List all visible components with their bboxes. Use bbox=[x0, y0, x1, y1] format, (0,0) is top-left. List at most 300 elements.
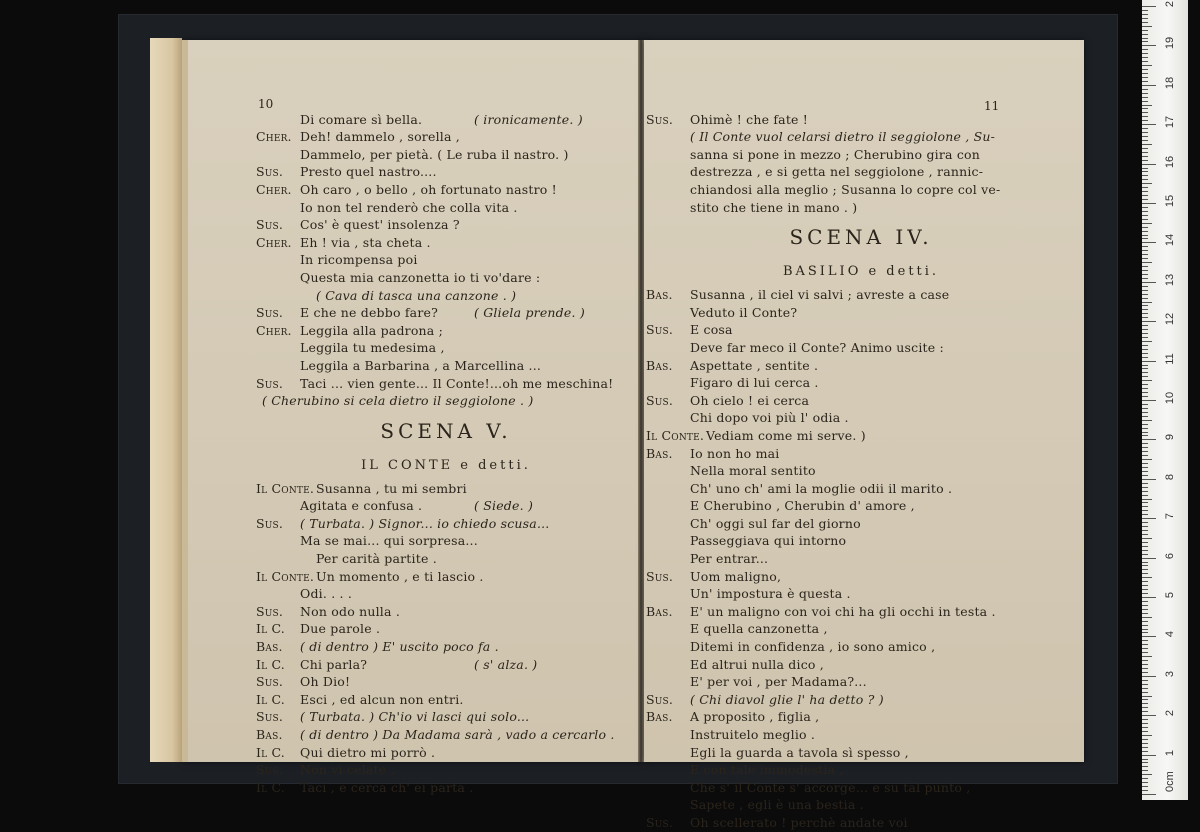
ruler-label: 6 bbox=[1164, 552, 1176, 559]
text-line bbox=[646, 445, 1076, 463]
ruler-tick bbox=[1142, 499, 1152, 500]
ruler-tick bbox=[1142, 18, 1148, 19]
ruler-tick bbox=[1142, 290, 1148, 291]
text-line bbox=[646, 427, 1076, 445]
line-text: Vediam come mi serve. ) bbox=[706, 427, 866, 443]
ruler-tick bbox=[1142, 309, 1148, 310]
ruler-tick bbox=[1142, 719, 1148, 720]
speaker-name: Il C. bbox=[256, 779, 285, 795]
ruler-tick bbox=[1142, 61, 1148, 62]
ruler-tick bbox=[1142, 723, 1148, 724]
ruler-tick bbox=[1142, 636, 1156, 637]
ruler-tick bbox=[1142, 101, 1148, 102]
ruler-tick bbox=[1142, 152, 1148, 153]
ruler-tick bbox=[1142, 562, 1148, 563]
ruler-tick bbox=[1142, 735, 1152, 736]
ruler-tick bbox=[1142, 715, 1156, 716]
ruler-label: 19 bbox=[1164, 37, 1176, 50]
ruler-tick bbox=[1142, 203, 1156, 204]
right-scene-title: SCENA IV. bbox=[789, 225, 933, 250]
text-line bbox=[646, 321, 1076, 339]
ruler-tick bbox=[1142, 361, 1156, 362]
ruler-tick bbox=[1142, 404, 1148, 405]
speaker-name: Bas. bbox=[256, 639, 283, 655]
text-line bbox=[256, 216, 636, 234]
text-line bbox=[256, 480, 636, 498]
ruler-tick bbox=[1142, 124, 1156, 125]
ruler-tick bbox=[1142, 408, 1148, 409]
speaker-name: Sus. bbox=[646, 568, 674, 584]
text-line bbox=[646, 726, 1076, 744]
right-page-text bbox=[646, 93, 1076, 832]
text-line bbox=[256, 497, 636, 515]
text-line bbox=[256, 779, 636, 797]
ruler-tick bbox=[1142, 223, 1152, 224]
ruler-tick bbox=[1142, 30, 1148, 31]
ruler-tick bbox=[1142, 656, 1152, 657]
speaker-name: Il C. bbox=[256, 621, 285, 637]
line-text: Io non tel renderò che colla vita . bbox=[300, 199, 518, 215]
ruler-tick bbox=[1142, 609, 1148, 610]
ruler-label: 5 bbox=[1164, 591, 1176, 599]
line-text: Leggila alla padrona ; bbox=[300, 322, 444, 338]
speaker-name: Il C. bbox=[256, 656, 285, 672]
text-line bbox=[256, 673, 636, 691]
speaker-name: Bas. bbox=[646, 357, 673, 373]
text-line bbox=[646, 656, 1076, 674]
line-text: Due parole . bbox=[300, 621, 381, 637]
speaker-name: Cher. bbox=[256, 234, 292, 250]
ruler-tick bbox=[1142, 483, 1148, 484]
ruler-tick bbox=[1142, 116, 1148, 117]
ruler-tick bbox=[1142, 227, 1148, 228]
ruler-tick bbox=[1142, 365, 1148, 366]
speaker-name: Il Conte. bbox=[256, 480, 315, 496]
ruler-tick bbox=[1142, 676, 1156, 677]
line-text: Chi dopo voi più l' odia . bbox=[690, 410, 849, 426]
text-line bbox=[646, 744, 1076, 762]
ruler-tick bbox=[1142, 707, 1148, 708]
ruler-tick bbox=[1142, 593, 1148, 594]
line-text: Un' impostura è questa . bbox=[690, 586, 851, 602]
speaker-name: Sus. bbox=[256, 603, 284, 619]
ruler-label: 7 bbox=[1164, 513, 1176, 520]
ruler-tick bbox=[1142, 664, 1148, 665]
ruler-label: 10 bbox=[1164, 391, 1176, 405]
ruler-tick bbox=[1142, 108, 1148, 109]
ruler-tick bbox=[1142, 778, 1148, 779]
line-text: Sapete , egli è una bestia . bbox=[690, 797, 864, 813]
right-dialogue-top bbox=[646, 111, 1076, 217]
speaker-name: Il C. bbox=[256, 744, 285, 760]
ruler-tick bbox=[1142, 774, 1152, 775]
ruler-label: 14 bbox=[1164, 234, 1176, 247]
ruler-tick bbox=[1142, 617, 1152, 618]
text-line bbox=[256, 163, 636, 181]
line-text: Ohimè ! che fate ! bbox=[690, 111, 809, 127]
ruler-tick bbox=[1142, 274, 1148, 275]
ruler-tick bbox=[1142, 49, 1148, 50]
ruler-tick bbox=[1142, 447, 1148, 448]
ruler-tick bbox=[1142, 770, 1148, 771]
ruler-tick bbox=[1142, 349, 1148, 350]
ruler-tick bbox=[1142, 739, 1148, 740]
line-text: Oh cielo ! ei cerca bbox=[690, 392, 810, 408]
ruler-tick bbox=[1142, 278, 1148, 279]
line-text: chiandosi alla meglio ; Susanna lo copre col ve- bbox=[690, 181, 1001, 197]
ruler-tick bbox=[1142, 510, 1148, 511]
ruler-tick bbox=[1142, 298, 1148, 299]
text-line bbox=[256, 761, 636, 779]
ruler-tick bbox=[1142, 585, 1148, 586]
ruler-tick bbox=[1142, 266, 1148, 267]
text-line bbox=[256, 357, 636, 375]
line-text: ( Chi diavol glie l' ha detto ? ) bbox=[690, 691, 884, 707]
left-page-text bbox=[256, 93, 636, 796]
ruler-tick bbox=[1142, 629, 1148, 630]
text-line bbox=[646, 497, 1076, 515]
ruler-tick bbox=[1142, 672, 1148, 673]
ruler-tick bbox=[1142, 45, 1156, 46]
ruler-tick bbox=[1142, 542, 1148, 543]
ruler-tick bbox=[1142, 640, 1148, 641]
line-text: Non odo nulla . bbox=[300, 603, 401, 619]
text-line bbox=[646, 304, 1076, 322]
text-line bbox=[646, 339, 1076, 357]
ruler-tick bbox=[1142, 747, 1148, 748]
ruler-tick bbox=[1142, 238, 1148, 239]
ruler-tick bbox=[1142, 613, 1148, 614]
ruler-tick bbox=[1142, 554, 1148, 555]
right-dialogue-bottom bbox=[646, 286, 1076, 831]
line-text: ( Il Conte vuol celarsi dietro il seggiolone , Su- bbox=[690, 129, 996, 145]
text-line bbox=[646, 480, 1076, 498]
line-text: ( Turbata. ) Signor... io chiedo scusa... bbox=[300, 515, 550, 531]
ruler-tick bbox=[1142, 305, 1148, 306]
line-text: Dammelo, per pietà. ( Le ruba il nastro. ) bbox=[300, 146, 569, 162]
ruler-tick bbox=[1142, 57, 1148, 58]
speaker-name: Sus. bbox=[256, 217, 284, 233]
text-line bbox=[646, 603, 1076, 621]
text-line bbox=[256, 726, 636, 744]
ruler-tick bbox=[1142, 313, 1148, 314]
line-text: ( Turbata. ) Ch'io vi lasci qui solo... bbox=[300, 709, 530, 725]
line-text: destrezza , e si getta nel seggiolone , rannic- bbox=[690, 164, 984, 180]
line-text: E' per voi , per Madama?... bbox=[690, 674, 867, 690]
line-text: Per entrar... bbox=[690, 551, 769, 567]
text-line bbox=[256, 603, 636, 621]
speaker-name: Bas. bbox=[646, 287, 673, 303]
left-scene-characters: IL CONTE e detti. bbox=[361, 457, 531, 473]
text-line bbox=[646, 761, 1076, 779]
line-text: sanna si pone in mezzo ; Cherubino gira con bbox=[690, 146, 981, 162]
ruler-tick bbox=[1142, 703, 1148, 704]
speaker-name: Il Conte. bbox=[256, 568, 315, 584]
ruler-tick bbox=[1142, 467, 1148, 468]
text-line bbox=[256, 269, 636, 287]
ruler-tick bbox=[1142, 317, 1148, 318]
speaker-name: Bas. bbox=[646, 709, 673, 725]
ruler-tick bbox=[1142, 558, 1156, 559]
line-text: Uom maligno, bbox=[690, 568, 782, 584]
line-text: Deh! dammelo , sorella , bbox=[300, 129, 460, 145]
ruler-tick bbox=[1142, 120, 1148, 121]
line-text: Eh ! via , sta cheta . bbox=[300, 234, 431, 250]
ruler-tick bbox=[1142, 621, 1148, 622]
ruler-tick bbox=[1142, 766, 1148, 767]
ruler-tick bbox=[1142, 652, 1148, 653]
ruler-tick bbox=[1142, 211, 1148, 212]
ruler-tick bbox=[1142, 168, 1148, 169]
ruler-tick bbox=[1142, 755, 1156, 756]
line-text: Questa mia canzonetta io ti vo'dare : bbox=[300, 269, 541, 285]
text-line bbox=[646, 814, 1076, 832]
stage-direction: ( Gliela prende. ) bbox=[474, 305, 585, 321]
line-text: Non vi celate . bbox=[300, 762, 395, 778]
ruler-tick bbox=[1142, 353, 1148, 354]
ruler-tick bbox=[1142, 648, 1148, 649]
ruler-tick bbox=[1142, 195, 1148, 196]
ruler-tick bbox=[1142, 463, 1148, 464]
ruler-tick bbox=[1142, 692, 1148, 693]
speaker-name: Sus. bbox=[256, 674, 284, 690]
line-text: Oh caro , o bello , oh fortunato nastro ! bbox=[300, 181, 557, 197]
text-line bbox=[646, 181, 1076, 199]
ruler-tick bbox=[1142, 644, 1148, 645]
ruler-tick bbox=[1142, 199, 1148, 200]
ruler-label: 15 bbox=[1164, 194, 1176, 208]
ruler-tick bbox=[1142, 258, 1148, 259]
ruler-tick bbox=[1142, 534, 1148, 535]
left-page-number: 10 bbox=[258, 97, 274, 111]
speaker-name: Il C. bbox=[256, 691, 285, 707]
text-line bbox=[646, 374, 1076, 392]
line-text: E' un maligno con voi chi ha gli occhi in testa . bbox=[690, 603, 996, 619]
ruler-tick bbox=[1142, 132, 1148, 133]
ruler-tick bbox=[1142, 625, 1148, 626]
line-text: Io non ho mai bbox=[690, 445, 780, 461]
measurement-ruler bbox=[1142, 0, 1188, 800]
text-line bbox=[646, 286, 1076, 304]
line-text: ( Cava di tasca una canzone . ) bbox=[316, 287, 517, 303]
ruler-tick bbox=[1142, 321, 1156, 322]
text-line bbox=[646, 146, 1076, 164]
speaker-name: Il Conte. bbox=[646, 427, 705, 443]
ruler-tick bbox=[1142, 183, 1152, 184]
line-text: stito che tiene in mano . ) bbox=[690, 199, 858, 215]
ruler-tick bbox=[1142, 420, 1152, 421]
ruler-tick bbox=[1142, 660, 1148, 661]
line-text: Ch' uno ch' ami la moglie odii il marito . bbox=[690, 480, 953, 496]
ruler-tick bbox=[1142, 270, 1148, 271]
stage-direction: ( s' alza. ) bbox=[474, 656, 538, 672]
ruler-tick bbox=[1142, 73, 1148, 74]
text-line bbox=[256, 620, 636, 638]
line-text: Taci , e cerca ch' ei parta . bbox=[300, 779, 474, 795]
ruler-tick bbox=[1142, 392, 1148, 393]
ruler-tick bbox=[1142, 786, 1148, 787]
line-text: Ch' oggi sul far del giorno bbox=[690, 515, 861, 531]
ruler-tick bbox=[1142, 495, 1148, 496]
speaker-name: Sus. bbox=[256, 709, 284, 725]
ruler-tick bbox=[1142, 479, 1156, 480]
speaker-name: Sus. bbox=[646, 814, 674, 830]
ruler-tick bbox=[1142, 432, 1148, 433]
ruler-tick bbox=[1142, 368, 1148, 369]
ruler-tick bbox=[1142, 191, 1148, 192]
ruler-tick bbox=[1142, 491, 1148, 492]
line-text: In ricompensa poi bbox=[300, 252, 418, 268]
ruler-label: 3 bbox=[1164, 670, 1176, 677]
ruler-tick bbox=[1142, 14, 1148, 15]
right-page-number: 11 bbox=[984, 99, 1000, 113]
ruler-tick bbox=[1142, 743, 1148, 744]
speaker-name: Sus. bbox=[256, 515, 284, 531]
ruler-tick bbox=[1142, 565, 1148, 566]
ruler-label: 16 bbox=[1164, 155, 1176, 168]
line-text: Passeggiava qui intorno bbox=[690, 533, 847, 549]
ruler-tick bbox=[1142, 286, 1148, 287]
ruler-tick bbox=[1142, 156, 1148, 157]
ruler-tick bbox=[1142, 6, 1156, 7]
text-line bbox=[256, 111, 636, 129]
text-line bbox=[646, 409, 1076, 427]
ruler-tick bbox=[1142, 171, 1148, 172]
line-text: Odi. . . . bbox=[300, 586, 353, 602]
ruler-tick bbox=[1142, 530, 1148, 531]
ruler-tick bbox=[1142, 333, 1148, 334]
ruler-tick bbox=[1142, 711, 1148, 712]
line-text: E cosa bbox=[690, 322, 733, 338]
ruler-tick bbox=[1142, 597, 1156, 598]
ruler-tick bbox=[1142, 254, 1148, 255]
speaker-name: Sus. bbox=[646, 392, 674, 408]
ruler-tick bbox=[1142, 569, 1148, 570]
ruler-tick bbox=[1142, 506, 1148, 507]
speaker-name: Cher. bbox=[256, 129, 292, 145]
speaker-name: Sus. bbox=[646, 322, 674, 338]
ruler-tick bbox=[1142, 22, 1148, 23]
ruler-tick bbox=[1142, 160, 1148, 161]
line-text: A proposito , figlia , bbox=[690, 709, 820, 725]
text-line bbox=[256, 708, 636, 726]
line-text: Un momento , e ti lascio . bbox=[316, 568, 484, 584]
ruler-tick bbox=[1142, 246, 1148, 247]
text-line bbox=[256, 638, 636, 656]
speaker-name: Sus. bbox=[256, 762, 284, 778]
text-line bbox=[646, 111, 1076, 129]
line-text: Veduto il Conte? bbox=[690, 304, 798, 320]
ruler-tick bbox=[1142, 77, 1148, 78]
ruler-tick bbox=[1142, 302, 1152, 303]
left-dialogue-bottom bbox=[256, 480, 636, 797]
ruler-tick bbox=[1142, 41, 1148, 42]
ruler-tick bbox=[1142, 727, 1148, 728]
text-line bbox=[256, 568, 636, 586]
ruler-tick bbox=[1142, 93, 1148, 94]
text-line bbox=[646, 515, 1076, 533]
ruler-tick bbox=[1142, 242, 1156, 243]
speaker-name: Sus. bbox=[256, 164, 284, 180]
ruler-tick bbox=[1142, 790, 1148, 791]
ruler-tick bbox=[1142, 400, 1156, 401]
ruler-label: 0cm bbox=[1164, 771, 1176, 792]
speaker-name: Sus. bbox=[256, 375, 284, 391]
text-line bbox=[256, 199, 636, 217]
ruler-tick bbox=[1142, 357, 1148, 358]
line-text: ( Cherubino si cela dietro il seggiolone . ) bbox=[262, 393, 534, 409]
ruler-tick bbox=[1142, 794, 1156, 795]
ruler-tick bbox=[1142, 487, 1148, 488]
line-text: Oh Dio! bbox=[300, 674, 351, 690]
ruler-tick bbox=[1142, 388, 1148, 389]
line-text: Cos' è quest' insolenza ? bbox=[300, 217, 460, 233]
ruler-tick bbox=[1142, 688, 1148, 689]
text-line bbox=[646, 673, 1076, 691]
text-line bbox=[646, 199, 1076, 217]
text-line bbox=[256, 128, 636, 146]
line-text: Aspettate , sentite . bbox=[690, 357, 819, 373]
text-line bbox=[646, 779, 1076, 797]
line-text: Susanna , tu mi sembri bbox=[316, 480, 467, 496]
line-text: Susanna , il ciel vi salvi ; avreste a case bbox=[690, 287, 950, 303]
ruler-tick bbox=[1142, 581, 1148, 582]
text-line bbox=[256, 234, 636, 252]
ruler-tick bbox=[1142, 231, 1148, 232]
ruler-tick bbox=[1142, 632, 1148, 633]
ruler-tick bbox=[1142, 337, 1148, 338]
ruler-tick bbox=[1142, 522, 1148, 523]
text-line bbox=[256, 322, 636, 340]
ruler-label: 11 bbox=[1164, 352, 1176, 365]
text-line bbox=[646, 357, 1076, 375]
line-text: Oh scellerato ! perchè andate voi bbox=[690, 814, 908, 830]
text-line bbox=[256, 392, 636, 410]
text-line bbox=[646, 691, 1076, 709]
ruler-tick bbox=[1142, 341, 1152, 342]
ruler-tick bbox=[1142, 514, 1148, 515]
ruler-tick bbox=[1142, 89, 1148, 90]
line-text: Di comare sì bella. bbox=[300, 111, 423, 127]
ruler-label: 8 bbox=[1164, 473, 1176, 480]
ruler-tick bbox=[1142, 546, 1148, 547]
text-line bbox=[256, 532, 636, 550]
left-scene-title: SCENA V. bbox=[380, 418, 512, 443]
line-text: ( di dentro ) E' uscito poco fa . bbox=[300, 639, 499, 655]
line-text: Agitata e confusa . bbox=[300, 498, 423, 514]
ruler-tick bbox=[1142, 412, 1148, 413]
ruler-tick bbox=[1142, 699, 1148, 700]
text-line bbox=[256, 287, 636, 305]
ruler-tick bbox=[1142, 187, 1148, 188]
ruler-tick bbox=[1142, 439, 1156, 440]
ruler-tick bbox=[1142, 294, 1148, 295]
stage-direction: ( Siede. ) bbox=[474, 498, 534, 514]
text-line bbox=[256, 744, 636, 762]
ruler-tick bbox=[1142, 384, 1148, 385]
speaker-name: Bas. bbox=[256, 727, 283, 742]
ruler-tick bbox=[1142, 219, 1148, 220]
line-text: ( di dentro ) Da Madama sarà , vado a cercarlo . bbox=[300, 727, 615, 742]
speaker-name: Sus. bbox=[646, 691, 674, 707]
text-line bbox=[256, 181, 636, 199]
ruler-tick bbox=[1142, 65, 1152, 66]
ruler-tick bbox=[1142, 428, 1148, 429]
text-line bbox=[256, 146, 636, 164]
ruler-tick bbox=[1142, 38, 1148, 39]
text-line bbox=[256, 304, 636, 322]
ruler-tick bbox=[1142, 85, 1156, 86]
